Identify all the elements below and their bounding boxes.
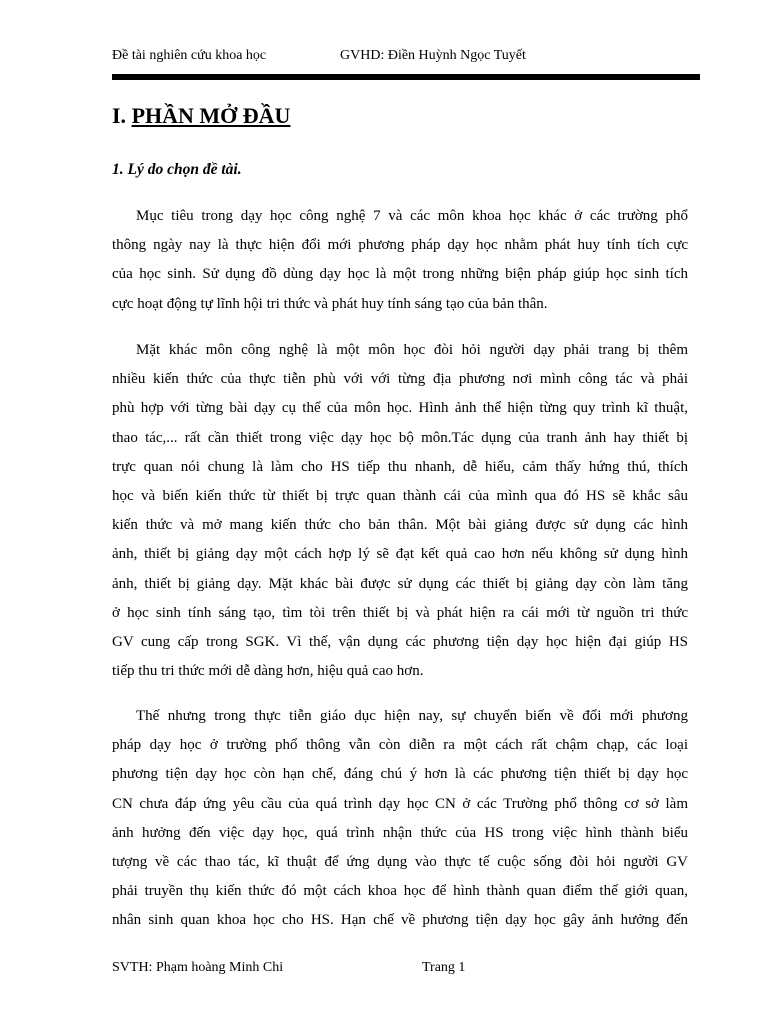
section-title: PHẦN MỞ ĐẦU	[131, 103, 291, 128]
paragraph-line: cực hoạt động tự lĩnh hội tri thức và phát huy tính sáng tạo của bản thân.	[112, 295, 548, 312]
paragraph-line: của học sinh. Sử dụng đồ dùng dạy học là một trong những biện pháp giúp học sinh tích	[112, 266, 688, 283]
paragraph-line: phải truyền thụ kiến thức đó một cách khoa học để hình thành quan điểm thế giới quan,	[112, 883, 688, 900]
section-heading	[112, 100, 290, 132]
paragraph-line: nhiều kiến thức của thực tiễn phù với với từng địa phương nơi mình công tác và phải	[112, 371, 688, 388]
paragraph-line: Thế nhưng trong thực tiễn giáo dục hiện nay, sự chuyển biến về đổi mới phương	[136, 708, 688, 724]
section-number: I.	[112, 103, 127, 128]
paragraph-line: ảnh hưởng đến việc dạy học, quá trình nhận thức của HS trong việc hình thành biểu	[112, 824, 688, 841]
subsection-heading: 1. Lý do chọn đề tài.	[112, 161, 242, 178]
paragraph-line: Mặt khác môn công nghệ là một môn học đòi hỏi người dạy phải trang bị thêm	[136, 342, 688, 358]
footer-author: SVTH: Phạm hoàng Minh Chi	[112, 960, 284, 975]
paragraph-line: GV cung cấp trong SGK. Vì thế, vận dụng các phương tiện dạy học hiện đại giúp HS	[112, 633, 688, 650]
paragraph-line: Mục tiêu trong dạy học công nghệ 7 và các môn khoa học khác ở các trường phổ	[136, 208, 688, 224]
paragraph-line: nhân sinh quan khoa học cho HS. Hạn chế về phương tiện dạy học gây ảnh hưởng đến	[112, 912, 688, 929]
paragraph-line: kiến thức và mở mang kiến thức cho bản thân. Một bài giảng được sử dụng các hình	[112, 517, 688, 534]
page-footer	[112, 958, 702, 978]
paragraph-line: phù hợp với từng bài dạy cụ thể của môn học. Hình ảnh thể hiện từng quy trình kĩ thuật,	[112, 400, 688, 417]
paragraph-1	[112, 202, 688, 319]
paragraph-line: thao tác,... rất cần thiết trong việc dạy học bộ môn.Tác dụng của tranh ảnh hay thiết bị	[112, 429, 688, 446]
paragraph-line: phương tiện dạy học còn hạn chế, đáng chú ý hơn là các phương tiện thiết bị dạy học	[112, 766, 688, 783]
footer-page-number: Trang 1	[422, 960, 466, 975]
header-advisor: GVHD: Điền Huỳnh Ngọc Tuyết	[340, 48, 526, 63]
paragraph-line: CN chưa đáp ứng yêu cầu của quá trình dạy học CN ở các Trường phổ thông cơ sở làm	[112, 795, 688, 812]
paragraph-line: ở học sinh tính sáng tạo, tìm tòi trên thiết bị và phát hiện ra cái mới từ nguồn tri thức	[112, 604, 688, 621]
header-document-type: Đề tài nghiên cứu khoa học	[112, 48, 267, 63]
paragraph-3	[112, 702, 688, 936]
paragraph-line: tiếp thu tri thức mới dễ dàng hơn, hiệu quả cao hơn.	[112, 663, 424, 680]
paragraph-line: ảnh, thiết bị giảng dạy. Mặt khác bài được sử dụng các thiết bị giảng dạy còn làm tăng	[112, 575, 688, 592]
paragraph-line: tượng về các thao tác, kĩ thuật để ứng dụng vào thực tế cuộc sống đòi hỏi người GV	[112, 853, 688, 870]
paragraph-line: trực quan nói chung là làm cho HS tiếp thu nhanh, dễ hiểu, cảm thấy hứng thú, thích	[112, 458, 688, 475]
paragraph-line: ảnh, thiết bị giảng dạy một cách hợp lý sẽ đạt kết quả cao hơn nếu không sử dụng hình	[112, 546, 688, 563]
paragraph-line: pháp dạy học ở trường phổ thông vẫn còn diễn ra một cách rất chậm chạp, các loại	[112, 737, 688, 754]
page-header	[112, 46, 702, 66]
paragraph-2	[112, 336, 688, 686]
header-divider	[112, 74, 700, 80]
paragraph-line: thông ngày nay là thực hiện đổi mới phương pháp dạy học nhằm phát huy tính tích cực	[112, 237, 688, 254]
paragraph-line: học và biến kiến thức từ thiết bị trực quan thành cái của mình qua đó HS sẽ khắc sâu	[112, 487, 688, 504]
